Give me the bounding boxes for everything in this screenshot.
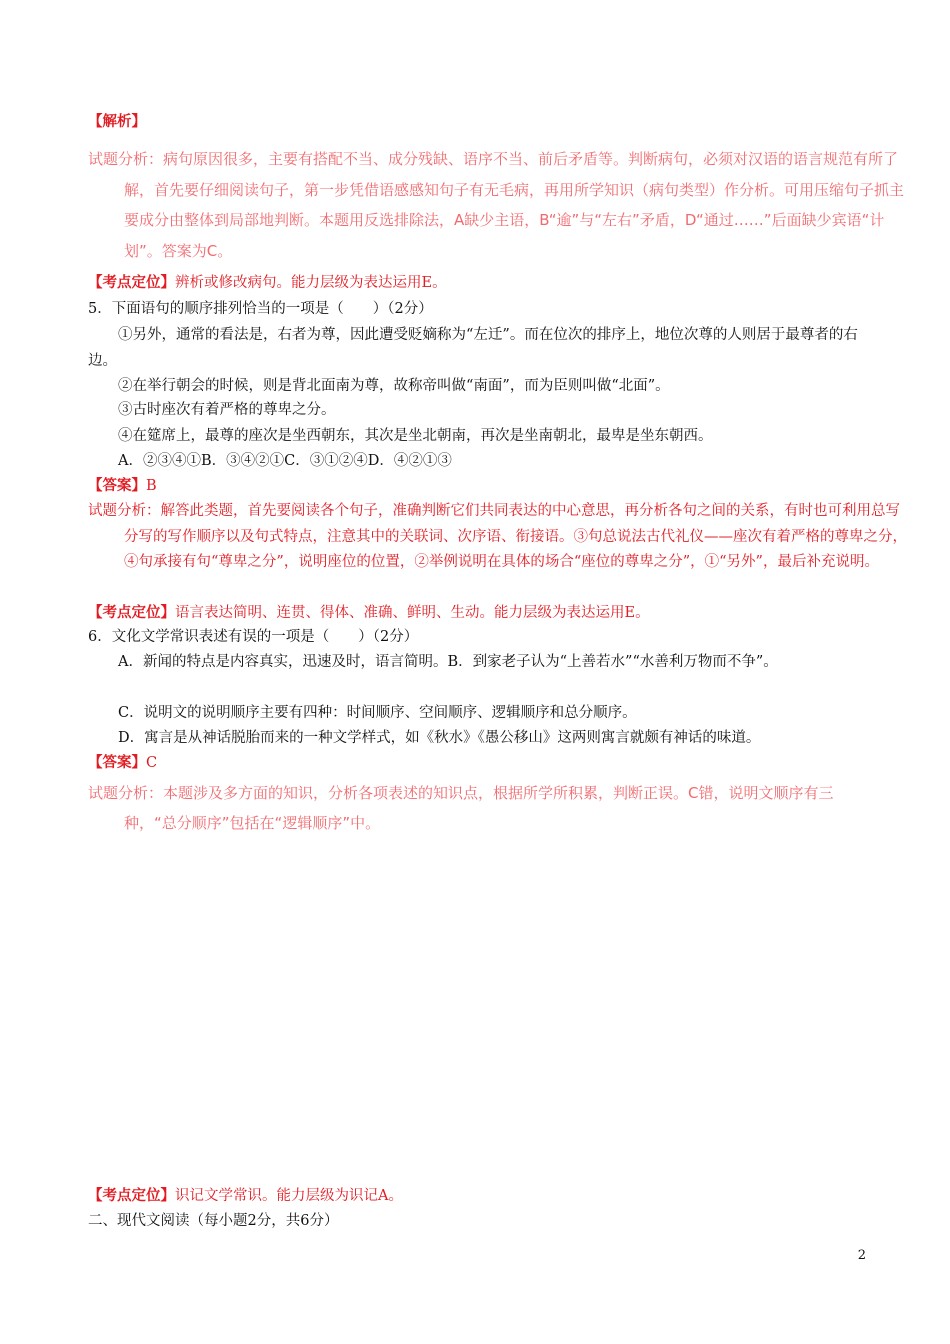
q6-kaodian-text: 识记文学常识。能力层级为识记A。	[175, 1188, 403, 1204]
page-number: 2	[857, 1248, 866, 1263]
q6-stem: 6．文化文学常识表述有误的一项是（ ）（2分）	[88, 629, 419, 645]
analysis-heading: 【解析】	[88, 113, 146, 130]
q5-stem: 5．下面语句的顺序排列恰当的一项是（ ）（2分）	[88, 301, 433, 317]
q5-sentence-1: ①另外，通常的看法是，右者为尊，因此遭受贬嫡称为“左迁”。而在位次的排序上，地位次尊的人则居于最尊者的右边。	[88, 327, 858, 369]
q6-option-d: D．寓言是从神话脱胎而来的一种文学样式，如《秋水》《愚公移山》这两则寓言就颇有神话的味道。	[118, 730, 761, 746]
q5-kaodian-label: 【考点定位】	[88, 604, 175, 621]
q5-sentence-3: ③古时座次有着严格的尊卑之分。	[118, 402, 336, 418]
kaodian-text: 辨析或修改病句。能力层级为表达运用E。	[175, 275, 447, 291]
q5-answer-line	[88, 474, 878, 498]
q6-kaodian-label: 【考点定位】	[88, 1187, 175, 1204]
q5-options: A．②③④①B．③④②①C．③①②④D．④②①③	[118, 453, 452, 469]
q6-answer: C	[146, 755, 158, 771]
q5-kaodian-text: 语言表达简明、连贯、得体、准确、鲜明、生动。能力层级为表达运用E。	[175, 605, 650, 621]
kaodian-line	[88, 271, 878, 295]
kaodian-label: 【考点定位】	[88, 274, 175, 291]
q5-answer: B	[146, 478, 157, 494]
section-heading: 二、现代文阅读（每小题2分，共6分）	[88, 1213, 339, 1229]
q5-sentence-4: ④在筵席上，最尊的座次是坐西朝东，其次是坐北朝南，再次是坐南朝北，最卑是坐东朝西。	[118, 428, 713, 444]
q6-analysis: 试题分析：本题涉及多方面的知识，分析各项表述的知识点，根据所学所积累，判断正误。C错，说明文顺序有三种，“总分顺序”包括在“逻辑顺序”中。	[88, 784, 834, 832]
analysis-text: 试题分析：病句原因很多，主要有搭配不当、成分残缺、语序不当、前后矛盾等。判断病句，必须对汉语的语言规范有所了解，首先要仔细阅读句子，第一步凭借语感感知句子有无毛病，再用所学知识（病句类型）作分析。可用压缩句子抓主要成分由整体到局部地判断。本题用反选排除法，A缺少主语，B“逾”与“左右”矛盾，D“通过……”后面缺少宾语“计划”。答案为C。	[88, 150, 905, 260]
q6-options-ab: A．新闻的特点是内容真实，迅速及时，语言简明。B．到家老子认为“上善若水”“水善利万物而不争”。	[118, 654, 778, 670]
q6-answer-label: 【答案】	[88, 754, 146, 771]
q6-option-c: C．说明文的说明顺序主要有四种：时间顺序、空间顺序、逻辑顺序和总分顺序。	[118, 705, 637, 721]
q5-analysis: 试题分析：解答此类题，首先要阅读各个句子，准确判断它们共同表达的中心意思，再分析各句之间的关系，有时也可利用总写分写的写作顺序以及句式特点，注意其中的关联词、次序语、衔接语。③句总说法古代礼仪——座次有着严格的尊卑之分，④句承接有句“尊卑之分”，说明座位的位置，②举例说明在具体的场合“座位的尊卑之分”，①“另外”，最后补充说明。	[88, 503, 907, 570]
q6-answer-line	[88, 751, 878, 775]
q5-kaodian-line	[88, 601, 878, 625]
q5-answer-label: 【答案】	[88, 477, 146, 494]
q5-sentence-2: ②在举行朝会的时候，则是背北面南为尊，故称帝叫做“南面”，而为臣则叫做“北面”。	[118, 378, 670, 394]
q6-kaodian-line	[88, 1184, 878, 1208]
